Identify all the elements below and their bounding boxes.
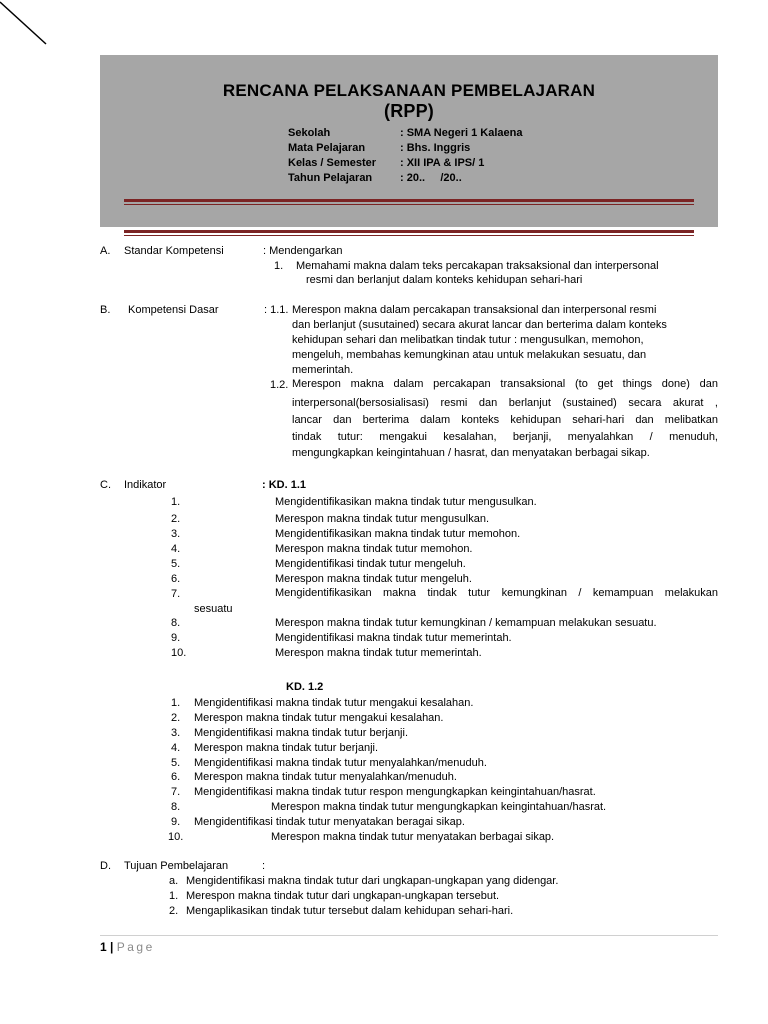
section-a-value: : Mendengarkan	[263, 245, 343, 257]
header-divider-top	[124, 199, 694, 202]
section-b-paragraph-line: dan berlanjut (susutained) secara akurat lancar dan berterima dalam konteks	[292, 319, 667, 331]
list-item: Mengidentifikasikan makna tindak tutur memohon.	[275, 528, 521, 540]
list-item-number: 8.	[171, 801, 181, 813]
section-c-title: Indikator	[124, 479, 167, 491]
info-row-class: Kelas / Semester : XII IPA & IPS/ 1	[288, 157, 485, 169]
list-item-number: 2.	[171, 513, 181, 525]
list-item-number: 10.	[171, 647, 187, 659]
list-item: Merespon makna tindak tutur mengeluh.	[275, 573, 472, 585]
section-a-title: Standar Kompetensi	[124, 245, 224, 257]
list-item-number: 8.	[171, 617, 181, 629]
section-b-paragraph-line: Merespon makna dalam percakapan transaksional (to get things done) dan	[292, 378, 718, 390]
info-row-year: Tahun Pelajaran : 20.. /20..	[288, 172, 462, 184]
list-item: Merespon makna tindak tutur memohon.	[275, 543, 473, 555]
section-b-number-2: 1.2.	[270, 379, 289, 391]
list-item-number: 7.	[171, 588, 181, 600]
section-b-paragraph-line: Merespon makna dalam percakapan transaksional dan interpersonal resmi	[292, 304, 657, 316]
list-item: Mengidentifikasi makna tindak tutur menyalahkan/menuduh.	[194, 757, 487, 769]
list-item-number: 4.	[171, 742, 181, 754]
list-item: Merespon makna tindak tutur berjanji.	[194, 742, 379, 754]
list-item-continuation: sesuatu	[194, 603, 233, 615]
section-b-paragraph-line: mengeluh, membahas kemungkinan atau untuk melakukan sesuatu, dan	[292, 349, 647, 361]
section-b-paragraph-line: lancar dan berterima dalam konteks kehidupan sehari-hari dan melibatkan	[292, 414, 718, 426]
list-item-number: 6.	[171, 771, 181, 783]
page-separator: |	[110, 940, 114, 954]
footer-divider	[100, 935, 718, 936]
list-item-number: 9.	[171, 816, 181, 828]
list-item: Merespon makna tindak tutur kemungkinan / kemampuan melakukan sesuatu.	[275, 617, 657, 629]
section-c-letter: C.	[100, 479, 111, 491]
list-item: Merespon makna tindak tutur memerintah.	[275, 647, 482, 659]
kd-1-2-label: KD. 1.2	[286, 681, 324, 693]
section-b-paragraph-line: kehidupan sehari dan melibatkan tindak tutur : mengusulkan, memohon,	[292, 334, 644, 346]
section-b-paragraph-line: interpersonal(bersosialisasi) resmi dan berlanjut (sustained) secara akurat ,	[292, 397, 718, 409]
list-item: Mengidentifikasi makna tindak tutur memerintah.	[275, 632, 512, 644]
list-item-number: 1.	[169, 890, 179, 902]
section-b-letter: B.	[100, 304, 111, 316]
list-item: Merespon makna tindak tutur menyatakan berbagai sikap.	[271, 831, 555, 843]
list-item-number: 3.	[171, 528, 181, 540]
list-item: Mengidentifikasi tindak tutur menyatakan beragai sikap.	[194, 816, 465, 828]
list-item: Merespon makna tindak tutur mengakui kesalahan.	[194, 712, 444, 724]
page-label: Page	[116, 940, 155, 954]
section-b-title: Kompetensi Dasar	[128, 304, 219, 316]
list-item-number: 1.	[171, 697, 181, 709]
header-divider-bottom-thin	[124, 235, 694, 236]
list-item-number: 6.	[171, 573, 181, 585]
section-b-number-1: : 1.1.	[264, 304, 289, 316]
corner-diagonal-line	[0, 0, 50, 50]
list-item-number: 2.	[171, 712, 181, 724]
section-a-item-line: Memahami makna dalam teks percakapan traksaksional dan interpersonal	[296, 260, 659, 272]
list-item-number: 9.	[171, 632, 181, 644]
list-item: Mengidentifikasi makna tindak tutur berjanji.	[194, 727, 409, 739]
list-item: Merespon makna tindak tutur menyalahkan/menuduh.	[194, 771, 457, 783]
header-divider-bottom	[124, 230, 694, 233]
school-info	[288, 126, 522, 186]
section-a-letter: A.	[100, 245, 111, 257]
list-item: Merespon makna tindak tutur mengusulkan.	[275, 513, 490, 525]
list-item: Mengidentifikasi makna tindak tutur dari ungkapan-ungkapan yang didengar.	[186, 875, 559, 887]
document-subtitle: (RPP)	[384, 101, 434, 121]
section-d-letter: D.	[100, 860, 111, 872]
list-item: Merespon makna tindak tutur dari ungkapan-ungkapan tersebut.	[186, 890, 500, 902]
section-d-colon: :	[262, 860, 266, 872]
list-item-number: 2.	[169, 905, 179, 917]
list-item: Mengidentifikasi makna tindak tutur respon mengungkapkan keingintahuan/hasrat.	[194, 786, 596, 798]
page-footer	[100, 940, 155, 954]
info-row-school: Sekolah : SMA Negeri 1 Kalaena	[288, 127, 523, 139]
info-row-subject: Mata Pelajaran : Bhs. Inggris	[288, 142, 471, 154]
kd-1-1-label: : KD. 1.1	[262, 479, 307, 491]
list-item: Merespon makna tindak tutur mengungkapkan keingintahuan/hasrat.	[271, 801, 607, 813]
section-b-paragraph-line: tindak tutur: mengakui kesalahan, berjanji, menyalahkan / menuduh,	[292, 431, 718, 443]
list-item-number: 5.	[171, 558, 181, 570]
list-item-number: 5.	[171, 757, 181, 769]
section-a-item-number: 1.	[274, 260, 284, 272]
header-divider-top-thin	[124, 204, 694, 205]
list-item: Mengidentifikasikan makna tindak tutur kemungkinan / kemampuan melakukan	[275, 587, 718, 599]
list-item-number: 3.	[171, 727, 181, 739]
list-item: Mengidentifikasi tindak tutur mengeluh.	[275, 558, 466, 570]
section-b-paragraph-line: memerintah.	[292, 364, 354, 376]
list-item-number: 10.	[168, 831, 184, 843]
list-item-number: 4.	[171, 543, 181, 555]
list-item-number: 7.	[171, 786, 181, 798]
section-a-item-line: resmi dan berlanjut dalam konteks kehidupan sehari-hari	[306, 274, 583, 286]
list-item-number: 1.	[171, 496, 181, 508]
list-item: Mengidentifikasi makna tindak tutur mengakui kesalahan.	[194, 697, 474, 709]
list-item-number: a.	[169, 875, 179, 887]
page-number: 1	[100, 940, 107, 954]
list-item: Mengidentifikasikan makna tindak tutur mengusulkan.	[275, 496, 537, 508]
list-item: Mengaplikasikan tindak tutur tersebut dalam kehidupan sehari-hari.	[186, 905, 514, 917]
section-b-paragraph-line: mengungkapkan keingintahuan / hasrat, dan menyatakan berbagai sikap.	[292, 447, 650, 459]
section-d-title: Tujuan Pembelajaran	[124, 860, 229, 872]
document-title: RENCANA PELAKSANAAN PEMBELAJARAN	[222, 81, 596, 100]
